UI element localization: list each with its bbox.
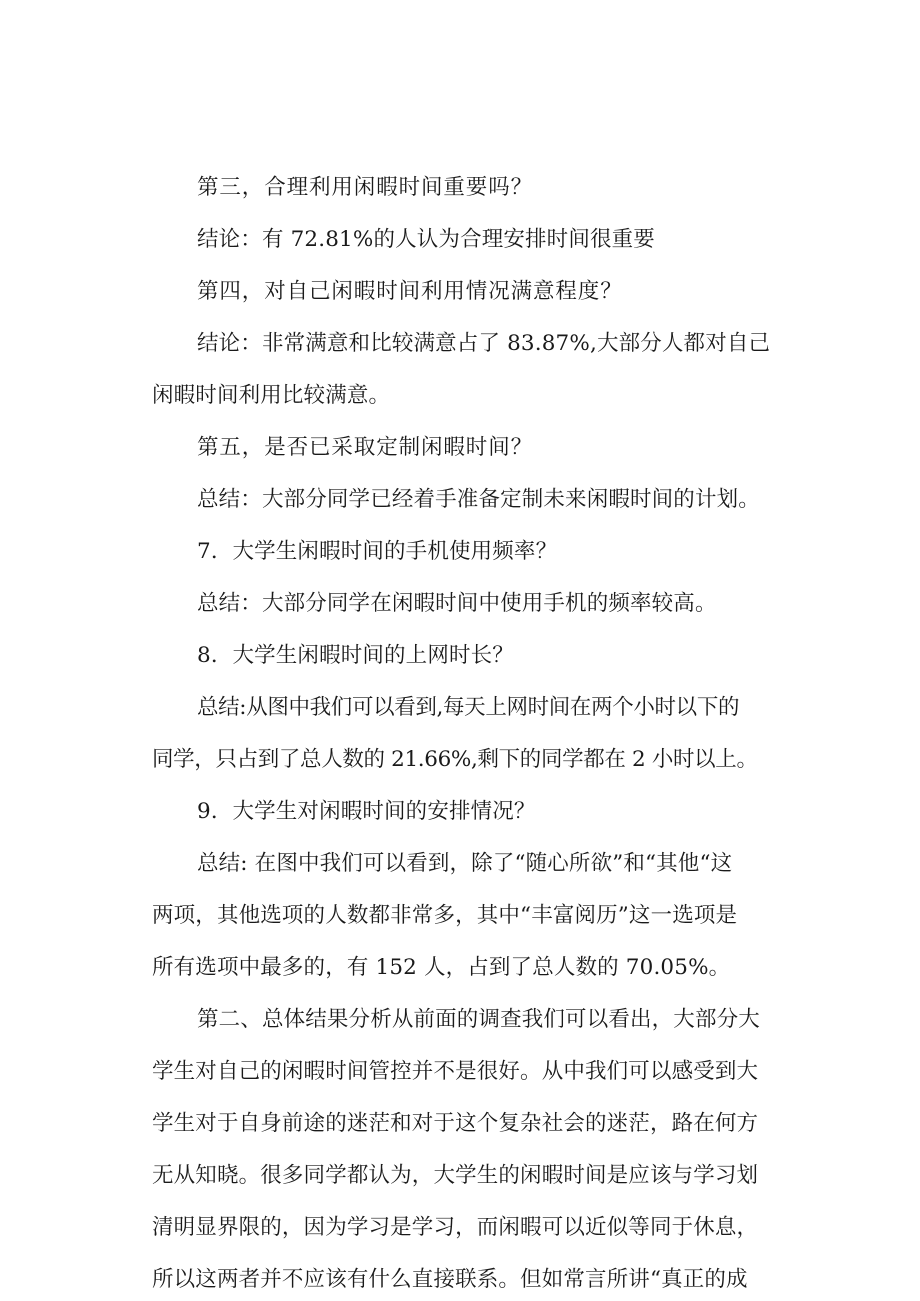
document-line: 第五，是否已采取定制闲暇时间？ <box>197 435 534 460</box>
document-line: 9．大学生对闲暇时间的安排情况？ <box>197 799 536 824</box>
document-line: 总结:从图中我们可以看到,每天上网时间在两个小时以下的 <box>197 695 740 720</box>
document-line: 7．大学生闲暇时间的手机使用频率？ <box>197 539 558 564</box>
document-line: 清明显界限的，因为学习是学习，而闲暇可以近似等同于休息， <box>152 1215 759 1240</box>
document-line: 总结: 在图中我们可以看到，除了“随心所欲”和“其他“这 <box>197 851 733 876</box>
document-line: 无从知晓。很多同学都认为，大学生的闲暇时间是应该与学习划 <box>152 1163 759 1188</box>
document-line: 学生对于自身前途的迷茫和对于这个复杂社会的迷茫，路在何方 <box>152 1111 759 1136</box>
document-line: 闲暇时间利用比较满意。 <box>152 383 391 408</box>
document-line: 总结：大部分同学已经着手准备定制未来闲暇时间的计划。 <box>197 487 760 512</box>
document-text-body <box>152 162 802 1301</box>
document-line: 8．大学生闲暇时间的上网时长？ <box>197 643 514 668</box>
document-line: 所以这两者并不应该有什么直接联系。但如常言所讲“真正的成 <box>152 1267 748 1292</box>
document-line: 结论：非常满意和比较满意占了 83.87%,大部分人都对自己 <box>197 331 771 356</box>
document-line: 第三，合理利用闲暇时间重要吗？ <box>197 175 534 200</box>
document-line: 同学，只占到了总人数的 21.66%,剩下的同学都在 2 小时以上。 <box>152 747 758 772</box>
document-line: 总结：大部分同学在闲暇时间中使用手机的频率较高。 <box>197 591 717 616</box>
document-line: 两项，其他选项的人数都非常多，其中“丰富阅历”这一选项是 <box>152 903 738 928</box>
document-line: 学生对自己的闲暇时间管控并不是很好。从中我们可以感受到大 <box>152 1059 759 1084</box>
document-line: 结论：有 72.81%的人认为合理安排时间很重要 <box>197 227 655 252</box>
document-line: 第四，对自己闲暇时间利用情况满意程度？ <box>197 279 623 304</box>
document-line: 第二、总体结果分析从前面的调查我们可以看出，大部分大 <box>197 1007 760 1032</box>
document-line: 所有选项中最多的，有 152 人，占到了总人数的 70.05%。 <box>152 955 731 980</box>
